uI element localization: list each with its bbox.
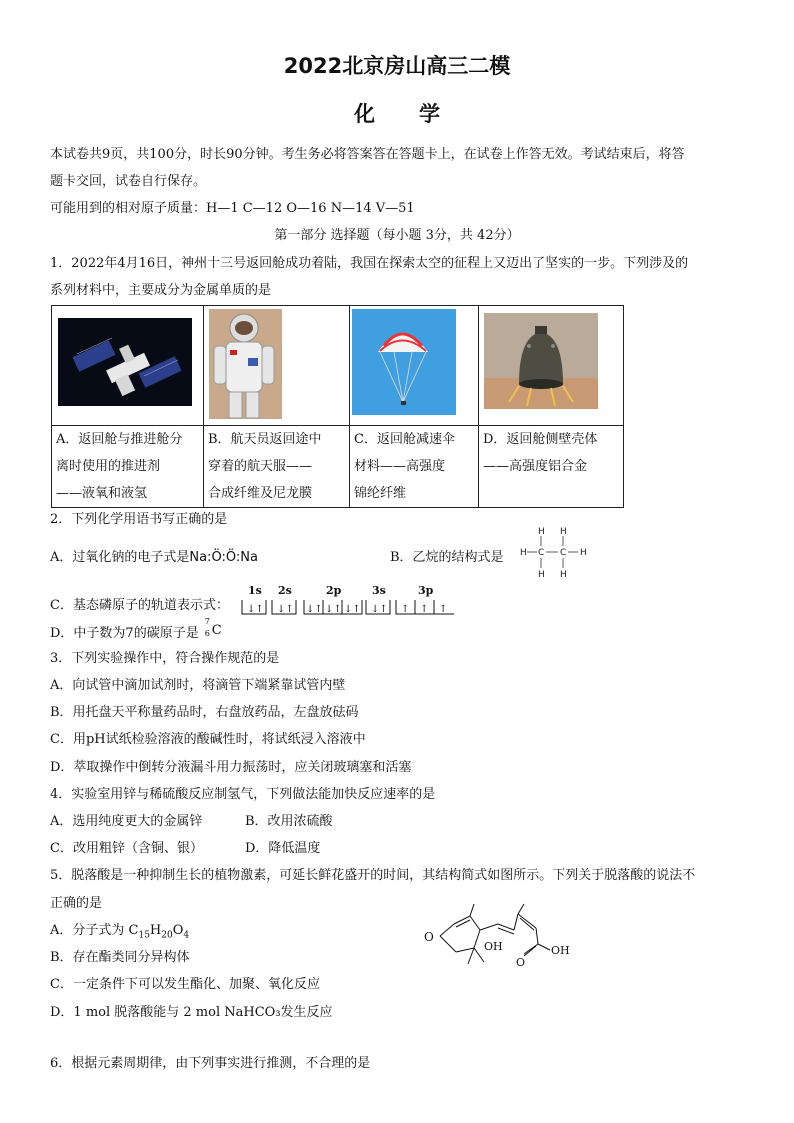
- svg-text:H: H: [520, 548, 527, 558]
- svg-text:↓↑: ↓↑: [277, 604, 294, 615]
- q1-option-a-line2: 离时使用的推进剂: [56, 459, 161, 474]
- svg-text:↓↑: ↓↑: [325, 604, 342, 615]
- q4-option-d: D．降低温度: [245, 841, 321, 856]
- q5-option-d: D．1 mol 脱落酸能与 2 mol NaHCO₃发生反应: [50, 1005, 333, 1020]
- orbital-label-3s: 3s: [372, 584, 386, 597]
- q2-option-d: [50, 617, 223, 641]
- svg-text:H: H: [538, 570, 545, 580]
- q2-option-c: C．基态磷原子的轨道表示式：: [50, 598, 229, 613]
- q3-option-a: A．向试管中滴加试剂时，将滴管下端紧靠试管内壁: [50, 678, 346, 693]
- q1-option-c-line2: 材料——高强度: [354, 459, 446, 474]
- q5-stem-line2: 正确的是: [50, 896, 103, 911]
- q1-option-b-line2: 穿着的航天服——: [208, 459, 313, 474]
- svg-text:C: C: [560, 548, 567, 558]
- q1-option-d: [479, 426, 624, 508]
- carboxyl-oh-label: OH: [551, 944, 570, 957]
- q1-image-b-cell: [204, 306, 350, 426]
- orbital-label-3p: 3p: [418, 584, 434, 597]
- q4-option-b: B．改用浓硫酸: [245, 814, 333, 829]
- space-station-image: [52, 306, 203, 421]
- svg-text:H: H: [580, 548, 587, 558]
- instructions-line1: 本试卷共9页，共100分，时长90分钟。考生务必将答案答在答题卡上，在试卷上作答无效。考试结束后，将答: [50, 147, 685, 162]
- q5-option-c: C．一定条件下可以发生酯化、加聚、氧化反应: [50, 977, 320, 992]
- carbon-isotope-notation: [204, 617, 223, 638]
- hydroxyl-label: OH: [484, 940, 503, 953]
- q2-option-a-text: A．过氧化钠的电子式是: [50, 550, 190, 565]
- q1-options-table: [51, 305, 624, 508]
- formula-h-count: 20: [161, 930, 173, 941]
- q1-option-a-line1: A．返回舱与推进舱分: [56, 432, 183, 447]
- q5-stem-line1: 5．脱落酸是一种抑制生长的植物激素，可延长鲜花盛开的时间，其结构简式如图所示。下列关于脱落酸的说法不: [50, 868, 696, 883]
- q1-option-c-line1: C．返回舱减速伞: [354, 432, 455, 447]
- spacesuit-image: [204, 306, 349, 421]
- q2-option-b: B．乙烷的结构式是: [390, 550, 504, 565]
- svg-text:↑: ↑: [401, 604, 410, 615]
- q1-option-d-line2: ——高强度铝合金: [483, 459, 588, 474]
- atomic-mass-line: 可能用到的相对原子质量：H—1 C—12 O—16 N—14 V—51: [50, 201, 415, 216]
- q1-stem-line2: 系列材料中，主要成分为金属单质的是: [50, 283, 272, 298]
- q3-option-d: D．萃取操作中倒转分液漏斗用力振荡时，应关闭玻璃塞和活塞: [50, 760, 412, 775]
- q1-option-b: [204, 426, 350, 508]
- q1-option-d-line1: D．返回舱侧壁壳体: [483, 432, 598, 447]
- svg-text:↓↑: ↓↑: [371, 604, 388, 615]
- q1-stem-line1: 1．2022年4月16日，神州十三号返回舱成功着陆，我国在探索太空的征程上又迈出了坚实的一步。下列涉及的: [50, 256, 689, 271]
- q3-stem: 3．下列实验操作中，符合操作规范的是: [50, 651, 280, 666]
- isotope-atomic-number: 6: [204, 629, 210, 638]
- svg-text:H: H: [560, 570, 567, 580]
- isotope-symbol: C: [211, 623, 222, 638]
- phosphorus-orbital-diagram: [240, 582, 460, 618]
- svg-text:↓↑: ↓↑: [344, 604, 361, 615]
- q6-stem: 6．根据元素周期律，由下列事实进行推测，不合理的是: [50, 1056, 371, 1071]
- q5-option-a: [50, 919, 189, 941]
- svg-text:O: O: [516, 956, 526, 969]
- orbital-label-1s: 1s: [248, 584, 262, 597]
- subject-title: 化学: [354, 102, 484, 126]
- q1-image-d-cell: [479, 306, 624, 426]
- q5-option-a-prefix: A．分子式为 C: [50, 923, 139, 938]
- orbital-label-2p: 2p: [326, 584, 342, 597]
- capsule-image: [479, 306, 623, 421]
- svg-text:H: H: [560, 527, 567, 537]
- q1-option-b-line1: B．航天员返回途中: [208, 432, 322, 447]
- svg-text:↑: ↑: [420, 604, 429, 615]
- section-title: 第一部分 选择题（每小题 3分，共 42分）: [274, 228, 520, 243]
- q3-option-c: C．用pH试纸检验溶液的酸碱性时，将试纸浸入溶液中: [50, 732, 366, 747]
- formula-o-count: 4: [183, 930, 190, 941]
- svg-text:C: C: [538, 548, 545, 558]
- q1-option-c: [350, 426, 479, 508]
- page-title: 2022北京房山高三二模: [283, 54, 511, 78]
- svg-text:↓↑: ↓↑: [247, 604, 264, 615]
- q1-image-a-cell: [52, 306, 204, 426]
- ethane-structure: [518, 522, 598, 582]
- q4-stem: 4．实验室用锌与稀硫酸反应制氢气，下列做法能加快反应速率的是: [50, 787, 436, 802]
- instructions-line2: 题卡交回，试卷自行保存。: [50, 174, 207, 189]
- q2-option-d-text: D．中子数为7的碳原子是: [50, 626, 199, 641]
- orbital-label-2s: 2s: [278, 584, 292, 597]
- formula-o-label: O: [172, 923, 184, 938]
- q1-option-a-line3: ——液氧和液氢: [56, 486, 148, 501]
- q4-option-c: C．改用粗锌（含铜、银）: [50, 841, 203, 856]
- isotope-mass-number: 7: [204, 617, 210, 626]
- sodium-peroxide-formula: Na:Ö:Ö:Na: [189, 550, 258, 565]
- formula-c-count: 15: [138, 930, 150, 941]
- q5-option-b: B．存在酯类同分异构体: [50, 950, 190, 965]
- q1-option-a: [52, 426, 204, 508]
- ketone-oxygen-label: O: [424, 930, 434, 944]
- q3-option-b: B．用托盘天平称量药品时，右盘放药品，左盘放砝码: [50, 705, 359, 720]
- formula-h-label: H: [149, 923, 162, 938]
- parachute-image: [350, 306, 478, 421]
- abscisic-acid-structure: [418, 900, 578, 970]
- q4-option-a: A．选用纯度更大的金属锌: [50, 814, 203, 829]
- svg-text:↑: ↑: [439, 604, 448, 615]
- q2-option-a: [50, 546, 258, 565]
- svg-text:H: H: [538, 527, 545, 537]
- q1-option-c-line3: 锦纶纤维: [354, 486, 407, 501]
- svg-text:↓↑: ↓↑: [306, 604, 323, 615]
- q1-option-b-line3: 合成纤维及尼龙膜: [208, 486, 313, 501]
- q2-stem: 2．下列化学用语书写正确的是: [50, 512, 228, 527]
- q1-image-c-cell: [350, 306, 479, 426]
